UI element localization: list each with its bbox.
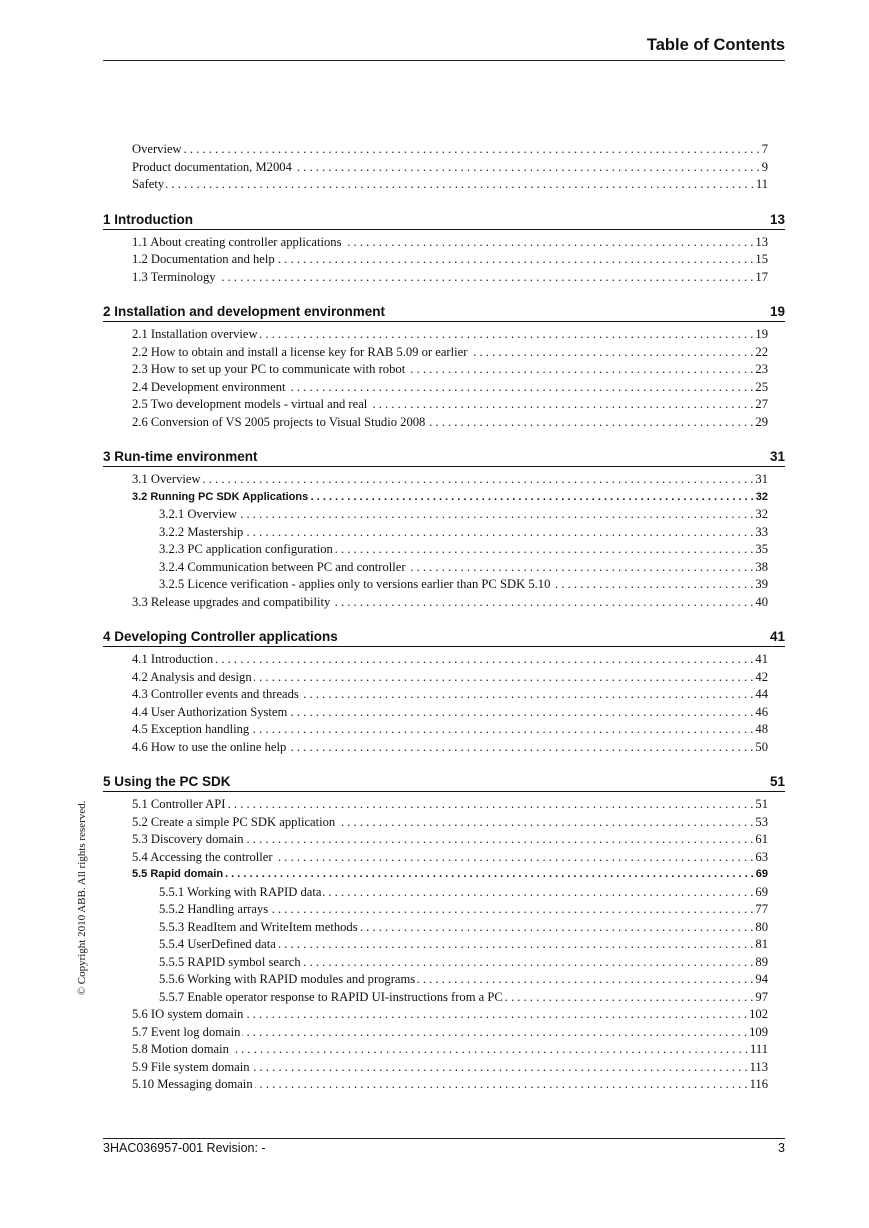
toc-entry-page: 23 (755, 362, 768, 376)
toc-entry-title: 5.5.7 Enable operator response to RAPID UI-instructions from a PC (159, 989, 503, 1004)
dot-leader (242, 1024, 747, 1042)
dot-leader (215, 651, 753, 669)
toc-entry-page: 111 (750, 1042, 768, 1056)
toc-entry-page: 61 (755, 832, 768, 846)
toc-entry[interactable] (132, 866, 768, 884)
dot-leader (254, 669, 754, 687)
dot-leader (332, 594, 753, 612)
toc-entry-page: 81 (755, 937, 768, 951)
chapter-heading[interactable] (103, 769, 785, 792)
toc-entry-title: 5.5.3 ReadItem and WriteItem methods (159, 919, 358, 934)
toc-entry-title: 5.8 Motion domain (132, 1042, 229, 1056)
page-header-title: Table of Contents (646, 36, 785, 54)
toc-entry-page: 42 (755, 669, 768, 684)
chapter-page: 41 (769, 629, 785, 644)
dot-leader (408, 559, 754, 577)
dot-leader (344, 234, 754, 252)
dot-leader (166, 176, 754, 194)
toc-entry-title: 5.3 Discovery domain (132, 832, 244, 846)
dot-leader (360, 919, 754, 937)
toc-entry-title: 1.2 Documentation and help (132, 252, 275, 266)
toc-entry[interactable] (132, 739, 768, 757)
dot-leader (427, 414, 753, 432)
toc-entry-page: 27 (755, 397, 768, 411)
toc-entry[interactable] (132, 1024, 768, 1042)
toc-entry[interactable] (132, 159, 768, 177)
chapter-title: 5 Using the PC SDK (103, 774, 231, 789)
toc-entry[interactable] (132, 1041, 768, 1059)
toc-entry[interactable] (132, 234, 768, 252)
toc-entry-title: 4.3 Controller events and threads (132, 687, 299, 701)
toc-entry[interactable] (132, 361, 768, 379)
toc-entry-title: 3.2 Running PC SDK Applications (132, 490, 309, 503)
toc-entry-title: Overview (132, 142, 182, 156)
toc-entry-page: 41 (755, 652, 768, 666)
toc-entry-page: 22 (755, 344, 768, 359)
toc-entry[interactable] (159, 954, 768, 972)
toc-entry-page: 32 (755, 490, 768, 503)
toc-entry[interactable] (132, 721, 768, 739)
toc-entry-page: 113 (749, 1059, 768, 1074)
document-id: 3HAC036957-001 Revision: - (103, 1141, 266, 1155)
dot-leader (245, 1006, 747, 1024)
toc-entry-title: 1.1 About creating controller applications (132, 234, 342, 249)
toc-entry-page: 31 (755, 472, 768, 486)
chapter-title: 2 Installation and development environment (103, 304, 386, 319)
chapter-heading[interactable] (103, 207, 785, 230)
dot-leader (469, 344, 753, 362)
toc-entry-page: 35 (755, 542, 768, 556)
chapter-heading[interactable] (103, 299, 785, 322)
dot-leader (288, 379, 754, 397)
toc-entry[interactable] (159, 559, 768, 577)
dot-leader (505, 989, 754, 1007)
toc-entry-page: 13 (755, 234, 768, 249)
chapter-page: 19 (769, 304, 785, 319)
dot-leader (227, 796, 753, 814)
toc-entry-title: 2.3 How to set up your PC to communicate with robot (132, 362, 406, 376)
toc-entry[interactable] (159, 936, 768, 954)
header-rule (103, 60, 785, 61)
chapter-title: 4 Developing Controller applications (103, 629, 338, 644)
copyright-note: © Copyright 2010 ABB. All rights reserved. (76, 800, 88, 996)
toc-entry-title: 5.10 Messaging domain (132, 1077, 253, 1091)
toc-entry-title: 3.2.1 Overview (159, 507, 237, 521)
toc-entry[interactable] (159, 524, 768, 542)
toc-entry-page: 109 (749, 1024, 768, 1039)
dot-leader (369, 396, 753, 414)
toc-entry-title: 3.2.4 Communication between PC and controller (159, 559, 406, 574)
dot-leader (239, 506, 753, 524)
toc-entry[interactable] (132, 594, 768, 612)
dot-leader (246, 831, 754, 849)
toc-entry-page: 40 (755, 594, 768, 609)
toc-entry[interactable] (132, 669, 768, 687)
toc-entry-page: 50 (755, 739, 768, 754)
toc-entry[interactable] (159, 541, 768, 559)
toc-entry-page: 102 (749, 1007, 768, 1021)
dot-leader (294, 159, 760, 177)
toc-entry-title: 5.4 Accessing the controller (132, 849, 273, 864)
toc-entry[interactable] (132, 686, 768, 704)
toc-entry-title: 3.2.5 Licence verification - applies only to versions earlier than PC SDK 5.10 (159, 577, 551, 591)
chapter-page: 51 (769, 774, 785, 789)
toc-entry-page: 51 (755, 797, 768, 811)
toc-entry-title: 5.5 Rapid domain (132, 868, 224, 880)
toc-entry-page: 69 (755, 884, 768, 899)
dot-leader (277, 251, 754, 269)
chapter-page: 31 (769, 449, 785, 464)
chapter-heading[interactable] (103, 624, 785, 647)
chapter-title: 3 Run-time environment (103, 449, 258, 464)
dot-leader (275, 849, 754, 867)
toc-entry-title: 5.1 Controller API (132, 797, 226, 811)
toc-entry[interactable] (132, 269, 768, 287)
toc-entry-title: 5.5.6 Working with RAPID modules and programs (159, 972, 416, 986)
toc-entry[interactable] (132, 651, 768, 669)
toc-entry[interactable] (132, 489, 768, 507)
toc-entry-page: 11 (755, 177, 768, 191)
toc-entry[interactable] (132, 176, 768, 194)
toc-entry-page: 97 (755, 989, 768, 1004)
toc-entry-title: 4.4 User Authorization System (132, 704, 288, 719)
dot-leader (184, 141, 760, 159)
toc-entry[interactable] (159, 884, 768, 902)
dot-leader (251, 721, 753, 739)
dot-leader (225, 866, 754, 884)
toc-entry-title: 4.2 Analysis and design (132, 669, 252, 684)
toc-entry-title: 5.7 Event log domain (132, 1024, 241, 1039)
dot-leader (245, 524, 753, 542)
toc-entry[interactable] (159, 971, 768, 989)
toc-entry-page: 63 (755, 849, 768, 864)
toc-entry-title: 2.2 How to obtain and install a license key for RAB 5.09 or earlier (132, 344, 468, 359)
toc-entry[interactable] (132, 1006, 768, 1024)
toc-entry[interactable] (159, 506, 768, 524)
dot-leader (310, 489, 754, 507)
dot-leader (260, 326, 754, 344)
toc-entry-title: 3.3 Release upgrades and compatibility (132, 594, 331, 609)
toc-entry-title: 4.5 Exception handling (132, 722, 250, 736)
toc-entry-title: 5.5.1 Working with RAPID data (159, 884, 322, 899)
dot-leader (335, 541, 754, 559)
toc-entry-title: Safety (132, 177, 165, 191)
toc-entry-title: Product documentation, M2004 (132, 159, 292, 174)
dot-leader (323, 884, 753, 902)
toc-entry-page: 94 (755, 972, 768, 986)
toc-entry-title: 5.5.4 UserDefined data (159, 937, 276, 951)
toc-entry[interactable] (132, 326, 768, 344)
toc-entry[interactable] (132, 704, 768, 722)
toc-entry[interactable] (132, 831, 768, 849)
toc-entry-page: 33 (755, 524, 768, 539)
toc-entry-page: 77 (755, 902, 768, 916)
dot-leader (289, 704, 753, 722)
toc-entry[interactable] (132, 396, 768, 414)
toc-entry[interactable] (159, 989, 768, 1007)
toc-entry-page: 9 (761, 159, 768, 174)
dot-leader (407, 361, 753, 379)
toc-entry-title: 3.2.3 PC application configuration (159, 542, 333, 556)
toc-entry-page: 53 (755, 814, 768, 829)
toc-entry-page: 25 (755, 379, 768, 394)
toc-entry-page: 39 (755, 577, 768, 591)
toc-entry-title: 5.2 Create a simple PC SDK application (132, 814, 336, 829)
toc-entry-title: 5.5.5 RAPID symbol search (159, 954, 301, 969)
chapter-page: 13 (769, 211, 785, 227)
toc-entry[interactable] (132, 141, 768, 159)
toc-entry[interactable] (132, 1076, 768, 1094)
toc-entry-page: 44 (755, 687, 768, 701)
toc-entry-title: 3.1 Overview (132, 472, 201, 486)
dot-leader (552, 576, 753, 594)
dot-leader (278, 936, 754, 954)
toc-entry[interactable] (159, 919, 768, 937)
toc-entry-title: 5.6 IO system domain (132, 1007, 244, 1021)
dot-leader (303, 954, 754, 972)
toc-entry-page: 69 (755, 868, 768, 880)
dot-leader (203, 471, 754, 489)
toc-entry-page: 116 (749, 1077, 768, 1091)
dot-leader (301, 686, 754, 704)
dot-leader (417, 971, 753, 989)
dot-leader (270, 901, 753, 919)
toc-entry-title: 5.9 File system domain (132, 1059, 250, 1074)
toc-entry-page: 46 (755, 704, 768, 719)
toc-entry[interactable] (132, 251, 768, 269)
toc-entry[interactable] (132, 379, 768, 397)
toc-entry-page: 7 (761, 142, 768, 156)
toc-entry[interactable] (132, 414, 768, 432)
dot-leader (252, 1059, 748, 1077)
toc-entry-page: 32 (755, 507, 768, 521)
toc-entry[interactable] (159, 576, 768, 594)
dot-leader (337, 814, 753, 832)
toc-entry-page: 48 (755, 722, 768, 736)
toc-entry-title: 4.1 Introduction (132, 652, 214, 666)
toc-entry-page: 19 (755, 327, 768, 341)
chapter-title: 1 Introduction (103, 211, 193, 227)
toc-entry[interactable] (132, 1059, 768, 1077)
toc-entry-page: 89 (755, 954, 768, 969)
toc-entry-title: 3.2.2 Mastership (159, 524, 244, 539)
toc-entry-title: 2.6 Conversion of VS 2005 projects to Visual Studio 2008 (132, 414, 426, 429)
toc-entry-page: 29 (755, 414, 768, 429)
toc-entry[interactable] (159, 901, 768, 919)
toc-entry[interactable] (132, 471, 768, 489)
toc-entry-page: 38 (755, 559, 768, 574)
toc-entry-title: 4.6 How to use the online help (132, 739, 287, 754)
toc-entry-page: 17 (755, 269, 768, 284)
dot-leader (288, 739, 753, 757)
footer-rule (103, 1138, 785, 1139)
toc-entry-page: 80 (755, 919, 768, 934)
toc-entry-title: 2.5 Two development models - virtual and real (132, 397, 368, 411)
toc-entry-page: 15 (755, 252, 768, 266)
page-number: 3 (778, 1141, 785, 1155)
toc-entry[interactable] (132, 344, 768, 362)
dot-leader (255, 1076, 748, 1094)
toc-entry[interactable] (132, 796, 768, 814)
toc-entry[interactable] (132, 849, 768, 867)
toc-entry-title: 2.4 Development environment (132, 379, 286, 394)
toc-entry-title: 5.5.2 Handling arrays (159, 902, 269, 916)
toc-entry-title: 2.1 Installation overview (132, 327, 258, 341)
toc-entry[interactable] (132, 814, 768, 832)
toc-entry-title: 1.3 Terminology (132, 269, 216, 284)
dot-leader (218, 269, 754, 287)
chapter-heading[interactable] (103, 444, 785, 467)
table-of-contents (103, 141, 785, 1094)
dot-leader (231, 1041, 748, 1059)
